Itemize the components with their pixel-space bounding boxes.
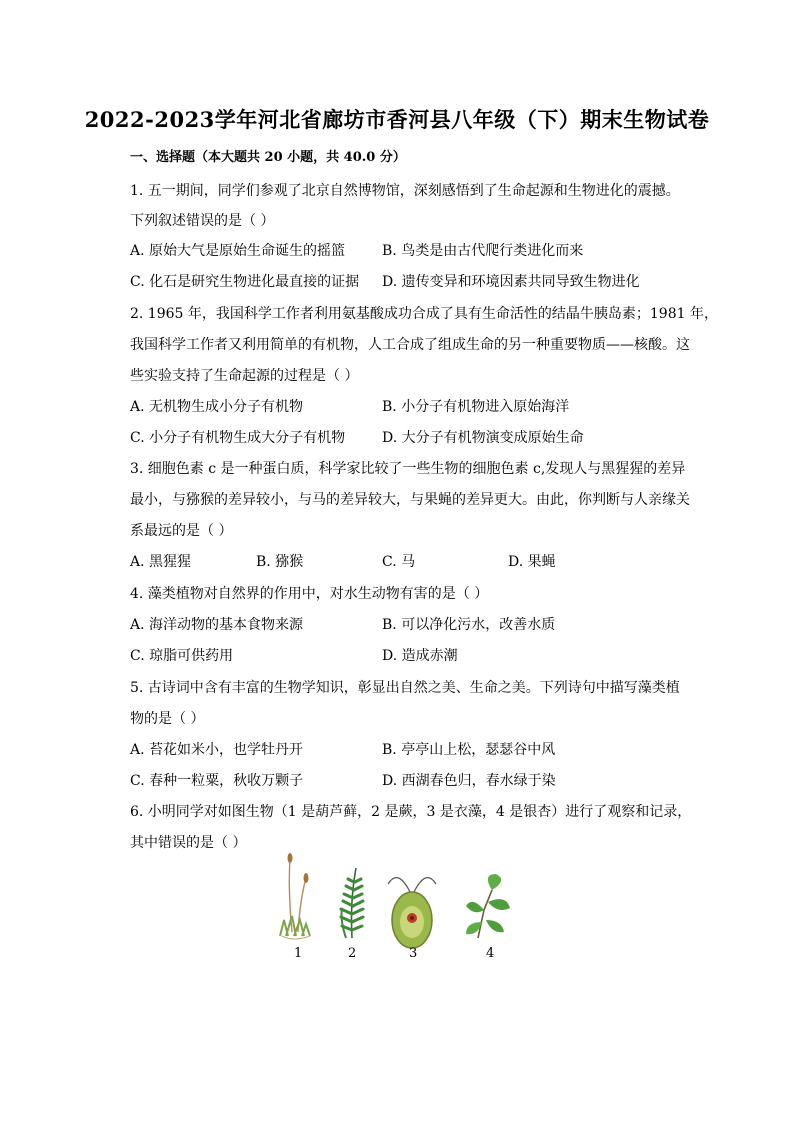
q3-stem-line-1: 3. 细胞色素 c 是一种蛋白质，科学家比较了一些生物的细胞色素 c,发现人与黑猩猩的差异 <box>130 461 686 477</box>
q2-stem-line-2: 我国科学工作者又利用简单的有机物，人工合成了组成生命的另一种重要物质——核酸。这 <box>130 337 690 353</box>
q2-stem-line-3: 些实验支持了生命起源的过程是（ ） <box>130 368 359 384</box>
q3-stem-line-3: 系最远的是（ ） <box>130 523 233 539</box>
q4-option-c: C. 琼脂可供药用 <box>130 648 234 664</box>
q4-option-d: D. 造成赤潮 <box>382 648 458 664</box>
fern-illustration <box>341 868 363 938</box>
q1-option-a: A. 原始大气是原始生命诞生的摇篮 <box>130 243 346 259</box>
q2-option-a: A. 无机物生成小分子有机物 <box>130 399 304 415</box>
q3-option-b: B. 猕猴 <box>256 554 304 570</box>
q1-stem-line-1: 1. 五一期间，同学们参观了北京自然博物馆，深刻感悟到了生命起源和生物进化的震撼。 <box>130 183 680 199</box>
q1-stem-line-2: 下列叙述错误的是（ ） <box>130 213 275 229</box>
figure-label-1: 1 <box>294 946 303 961</box>
ginkgo-illustration <box>466 874 510 938</box>
q5-option-d: D. 西湖春色归，春水绿于染 <box>382 773 556 789</box>
q2-option-b: B. 小分子有机物进入原始海洋 <box>382 399 570 415</box>
chlamydomonas-illustration <box>388 878 436 948</box>
figure-label-4: 4 <box>486 946 495 961</box>
q1-option-d: D. 遗传变异和环境因素共同导致生物进化 <box>382 274 640 290</box>
q4-option-b: B. 可以净化污水，改善水质 <box>382 617 556 633</box>
section-heading: 一、选择题（本大题共 20 小题，共 40.0 分） <box>130 150 406 165</box>
q3-stem-line-2: 最小，与猕猴的差异较小，与马的差异较大，与果蝇的差异更大。由此，你判断与人亲缘关 <box>130 492 690 508</box>
q3-option-d: D. 果蝇 <box>508 554 556 570</box>
figure-label-2: 2 <box>348 946 357 961</box>
q3-option-c: C. 马 <box>382 554 416 570</box>
q4-option-a: A. 海洋动物的基本食物来源 <box>130 617 304 633</box>
page-title: 2022-2023学年河北省廊坊市香河县八年级（下）期末生物试卷 <box>84 107 710 132</box>
q4-stem-line-1: 4. 藻类植物对自然界的作用中，对水生动物有害的是（ ） <box>130 586 489 602</box>
figure-label-3: 3 <box>409 946 418 961</box>
q5-stem-line-2: 物的是（ ） <box>130 711 205 727</box>
q1-option-b: B. 鸟类是由古代爬行类进化而来 <box>382 243 584 259</box>
moss-illustration <box>280 853 310 939</box>
q6-stem-line-1: 6. 小明同学对如图生物（1 是葫芦藓，2 是蕨，3 是衣藻，4 是银杏）进行了观察和记录， <box>130 804 692 820</box>
q3-option-a: A. 黑猩猩 <box>130 554 192 570</box>
q1-option-c: C. 化石是研究生物进化最直接的证据 <box>130 274 360 290</box>
q2-option-d: D. 大分子有机物演变成原始生命 <box>382 430 584 446</box>
q5-stem-line-1: 5. 古诗词中含有丰富的生物学知识，彰显出自然之美、生命之美。下列诗句中描写藻类植 <box>130 680 680 696</box>
q2-stem-line-1: 2. 1965 年，我国科学工作者利用氨基酸成功合成了具有生命活性的结晶牛胰岛素；1981 年， <box>130 306 718 322</box>
q2-option-c: C. 小分子有机物生成大分子有机物 <box>130 430 346 446</box>
q5-option-c: C. 春种一粒粟，秋收万颗子 <box>130 773 304 789</box>
q5-option-b: B. 亭亭山上松，瑟瑟谷中风 <box>382 742 556 758</box>
q6-stem-line-2: 其中错误的是（ ） <box>130 835 247 851</box>
q5-option-a: A. 苔花如米小，也学牡丹开 <box>130 742 304 758</box>
